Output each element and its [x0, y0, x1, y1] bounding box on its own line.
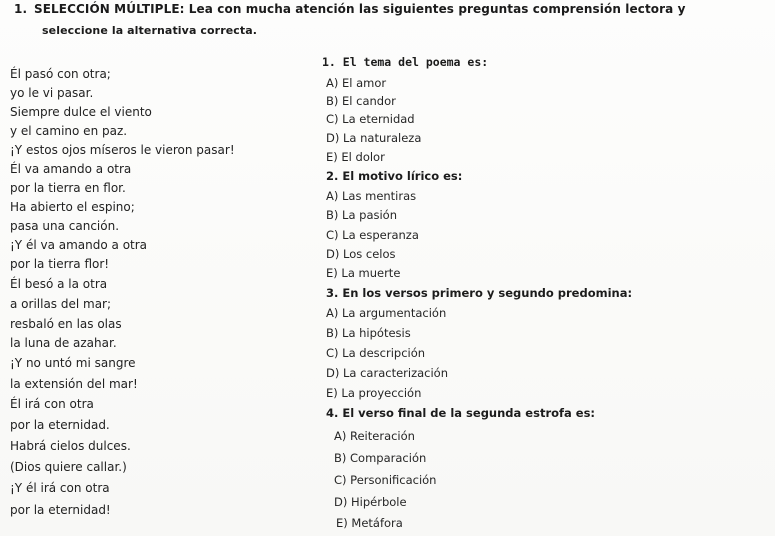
question-1-option-a[interactable]: A) El amor — [326, 76, 387, 90]
question-1-option-e[interactable]: E) El dolor — [326, 150, 385, 164]
question-2-option-d[interactable]: D) Los celos — [326, 247, 396, 261]
poem-line: ¡Y no untó mi sangre — [10, 356, 136, 370]
poem-line: Siempre dulce el viento — [10, 105, 152, 119]
question-3-option-e[interactable]: E) La proyección — [326, 386, 422, 400]
poem-line: por la tierra en flor. — [10, 181, 126, 195]
question-3-option-d[interactable]: D) La caracterización — [326, 366, 449, 380]
poem-line: yo le vi pasar. — [10, 86, 94, 100]
poem-line: Él besó a la otra — [10, 277, 108, 291]
poem-line: pasa una canción. — [10, 219, 120, 233]
poem-line: la extensión del mar! — [10, 377, 138, 391]
question-4-option-d[interactable]: D) Hipérbole — [334, 495, 407, 509]
question-3-option-b[interactable]: B) La hipótesis — [326, 326, 411, 340]
question-3-option-a[interactable]: A) La argumentación — [326, 306, 447, 320]
instructions-header — [14, 0, 764, 40]
poem-line: Ha abierto el espino; — [10, 200, 135, 214]
poem-line: por la tierra flor! — [10, 257, 110, 271]
question-1-option-d[interactable]: D) La naturaleza — [326, 131, 422, 145]
question-1-option-c[interactable]: C) La eternidad — [326, 112, 415, 126]
poem-line: Habrá cielos dulces. — [10, 439, 131, 453]
poem-line: Él va amando a otra — [10, 162, 132, 176]
question-2-option-e[interactable]: E) La muerte — [326, 266, 401, 280]
section-number: 1. — [14, 2, 28, 16]
poem-line: a orillas del mar; — [10, 297, 112, 311]
poem-line: ¡Y estos ojos míseros le vieron pasar! — [10, 143, 235, 157]
question-4-option-c[interactable]: C) Personificación — [334, 473, 437, 487]
question-4-title: 4. El verso final de la segunda estrofa es: — [326, 406, 596, 420]
question-2-option-b[interactable]: B) La pasión — [326, 208, 397, 222]
poem-line: Él pasó con otra; — [10, 67, 111, 81]
question-3-option-c[interactable]: C) La descripción — [326, 346, 426, 360]
question-1-option-b[interactable]: B) El candor — [326, 94, 396, 108]
question-4-option-a[interactable]: A) Reiteración — [334, 429, 415, 443]
question-2-option-a[interactable]: A) Las mentiras — [326, 189, 417, 203]
instructions-line-2: seleccione la alternativa correcta. — [42, 24, 258, 37]
instructions-line-1: SELECCIÓN MÚLTIPLE: Lea con mucha atención las siguientes preguntas comprensión lectora y — [34, 2, 686, 16]
question-4-option-b[interactable]: B) Comparación — [334, 451, 427, 465]
poem-line: por la eternidad! — [10, 503, 111, 517]
poem-line: ¡Y él va amando a otra — [10, 238, 148, 252]
question-2-option-c[interactable]: C) La esperanza — [326, 228, 419, 242]
poem-line: por la eternidad. — [10, 418, 110, 432]
question-4-option-e[interactable]: E) Metáfora — [336, 516, 403, 530]
poem-line: y el camino en paz. — [10, 124, 128, 138]
question-1-title: 1. El tema del poema es: — [322, 55, 489, 69]
question-2-title: 2. El motivo lírico es: — [326, 169, 463, 183]
question-3-title: 3. En los versos primero y segundo predomina: — [326, 286, 633, 300]
poem-line: Él irá con otra — [10, 397, 94, 411]
poem-line: (Dios quiere callar.) — [10, 460, 127, 474]
poem-line: la luna de azahar. — [10, 336, 117, 350]
poem-line: resbaló en las olas — [10, 317, 122, 331]
poem-line: ¡Y él irá con otra — [10, 481, 110, 495]
